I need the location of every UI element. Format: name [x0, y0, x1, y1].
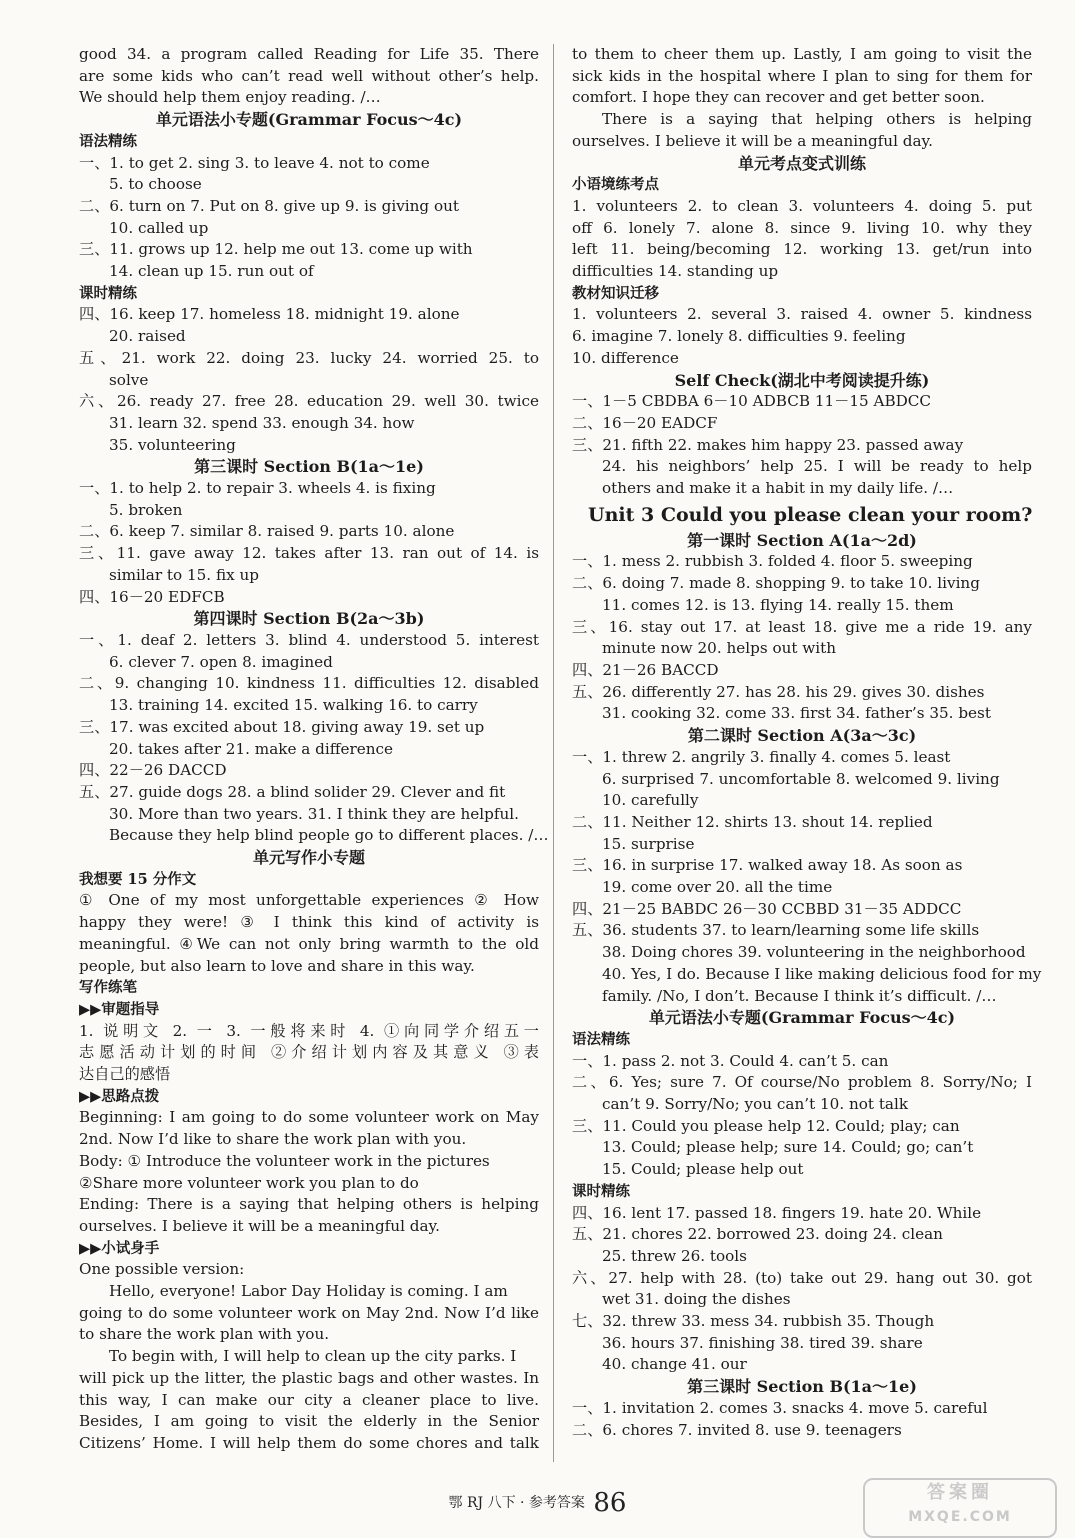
answer-line: Because they help blind people go to different places. /…	[109, 826, 549, 845]
answer-line: ① One of my most unforgettable experiences ② How	[79, 891, 539, 910]
answer-column-left	[79, 44, 549, 1455]
answer-line: 5. to choose	[109, 175, 202, 194]
answer-line: 15. Could; please help out	[602, 1160, 804, 1179]
footer-label: 鄂 RJ 八下 · 参考答案	[448, 1495, 585, 1511]
answer-line: 6. surprised 7. uncomfortable 8. welcomed 9. living	[602, 769, 1000, 788]
answer-line: ourselves. I believe it will be a meaningful day.	[79, 1216, 440, 1235]
answer-line: 语法精练	[572, 1030, 630, 1048]
answer-line: 一、1. to get 2. sing 3. to leave 4. not to come	[79, 153, 430, 172]
watermark-url: MXQE.COM	[908, 1509, 1012, 1525]
answer-line: 三、16. in surprise 17. walked away 18. As soon as	[572, 856, 963, 875]
answer-line: 一、1. pass 2. not 3. Could 4. can’t 5. can	[572, 1051, 889, 1070]
answer-line: 1. volunteers 2. several 3. raised 4. owner 5. kindness	[572, 305, 1032, 324]
answer-line: to them to cheer them up. Lastly, I am going to visit the	[572, 45, 1032, 63]
answer-line: 35. volunteering	[109, 435, 236, 454]
watermark-logo	[863, 1478, 1057, 1538]
answer-line: 二、11. Neither 12. shirts 13. shout 14. replied	[572, 812, 933, 831]
answer-line: 30. More than two years. 31. I think they are helpful.	[109, 804, 519, 823]
answer-line: 31. cooking 32. come 33. first 34. father’s 35. best	[602, 704, 991, 723]
answer-line: solve	[109, 370, 149, 389]
answer-line: 四、21－25 BABDC 26－30 CCBBD 31－35 ADDCC	[572, 899, 962, 918]
answer-line: 25. threw 26. tools	[602, 1246, 747, 1265]
answer-line: 10. difference	[572, 348, 679, 367]
answer-line: Beginning: I am going to do some volunteer work on May	[79, 1108, 539, 1127]
answer-line: 三、17. was excited about 18. giving away 19. set up	[79, 717, 485, 736]
answer-line: sick kids in the hospital where I plan to sing for them for	[572, 66, 1032, 85]
answer-line: 四、21－26 BACCD	[572, 660, 719, 679]
answer-line: 一、1. mess 2. rubbish 3. folded 4. floor 5. sweeping	[572, 552, 973, 571]
answer-line: ▶▶思路点拨	[79, 1087, 160, 1105]
answer-line: 20. takes after 21. make a difference	[109, 739, 394, 758]
answer-line: 三、11. Could you please help 12. Could; play; can	[572, 1116, 960, 1135]
answer-line: can’t 9. Sorry/No; you can’t 10. not talk	[602, 1095, 909, 1114]
answer-line: 五、21. chores 22. borrowed 23. doing 24. clean	[572, 1225, 943, 1244]
answer-line: 五、27. guide dogs 28. a blind solider 29. Clever and fit	[79, 782, 506, 801]
answer-line: difficulties 14. standing up	[572, 262, 779, 281]
answer-line: 二、6. turn on 7. Put on 8. give up 9. is giving out	[79, 196, 459, 215]
answer-line: 一、1. threw 2. angrily 3. finally 4. comes 5. least	[572, 747, 951, 766]
answer-line: good 34. a program called Reading for Life 35. There	[79, 45, 539, 63]
answer-line: 写作练笔	[79, 979, 137, 997]
answer-line: 40. Yes, I do. Because I like making delicious food for my	[602, 964, 1042, 983]
answer-line: 31. learn 32. spend 33. enough 34. how	[109, 413, 415, 432]
answer-line: We should help them enjoy reading. /…	[79, 88, 381, 107]
answer-line: family. /No, I don’t. Because I think it’s difficult. /…	[602, 986, 997, 1005]
answer-line: 5. broken	[109, 500, 183, 519]
answer-line: 11. comes 12. is 13. flying 14. really 15. them	[602, 595, 954, 614]
column-divider	[553, 44, 554, 1462]
answer-line: Besides, I am going to visit the elderly in the Senior	[79, 1412, 539, 1431]
answer-line: 三、16. stay out 17. at least 18. give me a ride 19. any	[572, 617, 1032, 636]
answer-line: 2nd. Now I’d like to share the work plan with you.	[79, 1130, 467, 1149]
answer-line: 三、11. grows up 12. help me out 13. come up with	[79, 240, 473, 259]
answer-line: 24. his neighbors’ help 25. I will be ready to help	[602, 457, 1032, 476]
answer-line: 19. come over 20. all the time	[602, 878, 833, 897]
answer-line: 三、11. gave away 12. takes after 13. ran out of 14. is	[79, 544, 539, 563]
answer-line: 课时精练	[572, 1182, 630, 1200]
answer-line: ourselves. I believe it will be a meaningful day.	[572, 131, 933, 150]
answer-line: left 11. being/becoming 12. working 13. get/run into	[572, 240, 1032, 259]
answer-line: 二、16－20 EADCF	[572, 413, 718, 432]
answer-line: 一、1. invitation 2. comes 3. snacks 4. move 5. careful	[572, 1398, 988, 1417]
page-number: 86	[593, 1488, 627, 1518]
answer-line: 第二课时 Section A(3a～3c)	[687, 726, 917, 746]
answer-line: 40. change 41. our	[602, 1355, 747, 1374]
answer-line: One possible version:	[79, 1260, 245, 1279]
answer-line: 二、6. chores 7. invited 8. use 9. teenagers	[572, 1420, 902, 1439]
answer-line: Ending: There is a saying that helping others is helping	[79, 1195, 539, 1214]
answer-line: minute now 20. helps out with	[602, 639, 837, 658]
answer-line: 第四课时 Section B(2a～3b)	[193, 609, 425, 629]
answer-line: 四、16. lent 17. passed 18. fingers 19. hate 20. While	[572, 1203, 982, 1222]
answer-column-right	[572, 44, 1042, 1441]
answer-line: There is a saying that helping others is helping	[602, 110, 1032, 129]
answer-line: 一、1. to help 2. to repair 3. wheels 4. is fixing	[79, 479, 436, 498]
answer-line: to share the work plan with you.	[79, 1325, 330, 1344]
answer-line: 单元考点变式训练	[737, 153, 866, 173]
answer-line: 一、1－5 CBDBA 6－10 ADBCB 11－15 ABDCC	[572, 392, 932, 411]
answer-line: others and make it a habit in my daily life. /…	[602, 479, 954, 498]
answer-line: 四、16－20 EDFCB	[79, 587, 225, 606]
answer-line: Body: ① Introduce the volunteer work in the pictures	[79, 1151, 490, 1170]
answer-line: 四、16. keep 17. homeless 18. midnight 19. alone	[79, 305, 460, 324]
answer-line: 6. imagine 7. lonely 8. difficulties 9. feeling	[572, 327, 906, 346]
answer-line: meaningful. ④We can not only bring warmth to the old	[79, 934, 539, 953]
answer-line: 五、36. students 37. to learn/learning some life skills	[572, 921, 980, 940]
answer-line: 三、21. fifth 22. makes him happy 23. passed away	[572, 435, 964, 454]
answer-line: 6. clever 7. open 8. imagined	[109, 652, 333, 671]
answer-line: 20. raised	[109, 327, 186, 346]
answer-line: 语法精练	[79, 132, 137, 150]
answer-line: ▶▶审题指导	[79, 1000, 160, 1018]
answer-line: Unit 3 Could you please clean your room?	[588, 503, 1033, 526]
answer-line: ▶▶小试身手	[79, 1239, 160, 1257]
answer-line: people, but also learn to love and share in this way.	[79, 956, 475, 975]
answer-line: 15. surprise	[602, 834, 695, 853]
answer-line: 第三课时 Section B(1a～1e)	[687, 1377, 917, 1397]
answer-line: going to do some volunteer work on May 2nd. Now I’d like	[79, 1303, 539, 1322]
answer-line: this way, I can make our city a cleaner place to live.	[79, 1390, 539, 1409]
answer-line: 10. called up	[109, 218, 209, 237]
answer-line: happy they were! ③ I think this kind of activity is	[79, 913, 539, 932]
answer-line: 一、1. deaf 2. letters 3. blind 4. understood 5. interest	[79, 630, 539, 649]
answer-line: 1. volunteers 2. to clean 3. volunteers 4. doing 5. put	[572, 196, 1032, 215]
answer-line: Self Check(湖北中考阅读提升练)	[674, 370, 930, 390]
answer-line: off 6. lonely 7. alone 8. since 9. living 10. why they	[572, 218, 1032, 237]
answer-line: 小语境练考点	[572, 176, 659, 194]
answer-line: To begin with, I will help to clean up the city parks. I	[109, 1347, 517, 1366]
answer-line: wet 31. doing the dishes	[602, 1290, 791, 1309]
answer-line: 课时精练	[79, 284, 137, 302]
answer-line: 二、6. Yes; sure 7. Of course/No problem 8. Sorry/No; I	[572, 1073, 1032, 1092]
answer-line: Hello, everyone! Labor Day Holiday is coming. I am	[109, 1282, 508, 1301]
answer-line: 六、26. ready 27. free 28. education 29. well 30. twice	[79, 392, 539, 411]
answer-line: 38. Doing chores 39. volunteering in the neighborhood	[602, 943, 1026, 962]
answer-line: ②Share more volunteer work you plan to do	[79, 1173, 419, 1192]
watermark-title: 答案圈	[927, 1482, 993, 1503]
answer-line: 七、32. threw 33. mess 34. rubbish 35. Though	[572, 1312, 935, 1331]
answer-line: 36. hours 37. finishing 38. tired 39. share	[602, 1333, 923, 1352]
answer-line: 13. Could; please help; sure 14. Could; go; can’t	[602, 1138, 974, 1157]
answer-line: 二、6. doing 7. made 8. shopping 9. to take 10. living	[572, 574, 980, 593]
answer-line: 二、6. keep 7. similar 8. raised 9. parts 10. alone	[79, 522, 455, 541]
answer-line: 教材知识迁移	[572, 284, 659, 302]
answer-line: 五、21. work 22. doing 23. lucky 24. worried 25. to	[79, 348, 539, 367]
answer-line: 单元语法小专题(Grammar Focus～4c)	[648, 1008, 956, 1028]
answer-line: 四、22－26 DACCD	[79, 761, 227, 780]
answer-line: 志愿活动计划的时间 ②介绍计划内容及其意义 ③表	[79, 1043, 539, 1062]
answer-line: Citizens’ Home. I will help them do some chores and talk	[79, 1434, 539, 1452]
answer-line: 10. carefully	[602, 791, 699, 810]
answer-line: 14. clean up 15. run out of	[109, 262, 314, 281]
answer-line: 六、27. help with 28. (to) take out 29. hang out 30. got	[572, 1268, 1032, 1287]
answer-line: will pick up the litter, the plastic bags and other wastes. In	[79, 1368, 539, 1387]
answer-line: 五、26. differently 27. has 28. his 29. gives 30. dishes	[572, 682, 985, 701]
answer-line: are some kids who can’t read well without other’s help.	[79, 66, 539, 85]
answer-line: similar to 15. fix up	[109, 565, 259, 584]
answer-line: 达自己的感悟	[79, 1065, 171, 1084]
answer-line: 我想要 15 分作文	[79, 870, 197, 888]
answer-line: 13. training 14. excited 15. walking 16. to carry	[109, 696, 478, 715]
answer-line: 第三课时 Section B(1a～1e)	[194, 457, 424, 477]
answer-line: comfort. I hope they can recover and get better soon.	[572, 88, 985, 107]
answer-line: 第一课时 Section A(1a～2d)	[687, 530, 917, 550]
answer-line: 1. 说明文 2. 一 3. 一般将来时 4. ①向同学介绍五一	[79, 1021, 539, 1040]
answer-line: 单元写作小专题	[252, 848, 365, 868]
answer-line: 单元语法小专题(Grammar Focus～4c)	[155, 110, 463, 130]
answer-line: 二、9. changing 10. kindness 11. difficulties 12. disabled	[79, 674, 539, 693]
